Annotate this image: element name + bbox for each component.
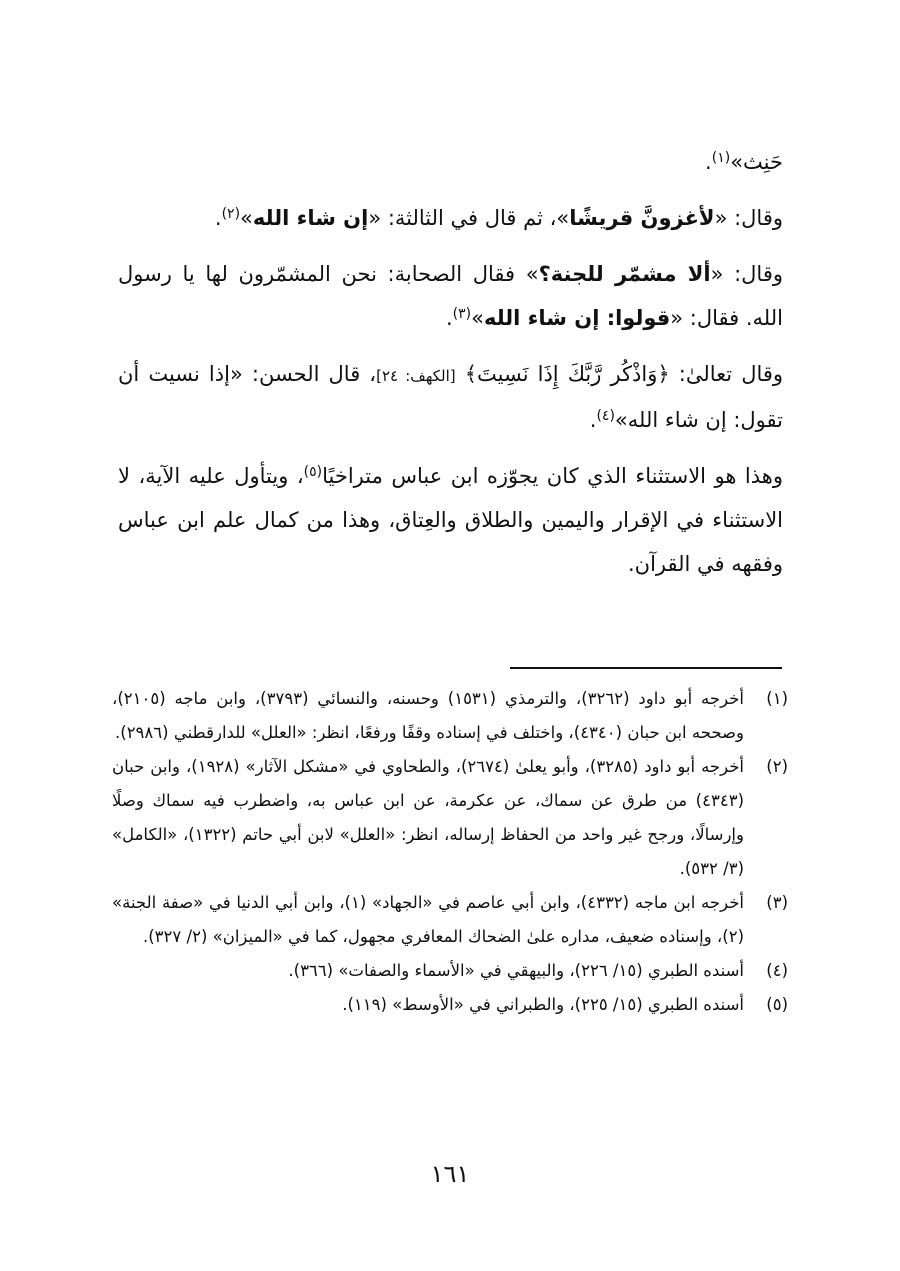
text: . — [589, 408, 597, 432]
footnote-marker-1[interactable]: (١) — [711, 150, 731, 166]
hadith-quote: ألا مشمّر للجنة؟ — [538, 262, 711, 286]
text: ﴾ — [455, 362, 478, 386]
paragraph-5 — [118, 454, 783, 586]
text: ، ويتأول عليه الآية، لا الاستثناء في الإقرار واليمين والطلاق والعِتاق، وهذا من كمال علم ابن عباس وفقهه في القرآن. — [118, 464, 783, 576]
text: وقال تعالىٰ: ﴿ — [657, 362, 784, 386]
footnote-text: أخرجه ابن ماجه (٤٣٣٢)، وابن أبي عاصم في «الجهاد» (١)، وابن أبي الدنيا في «صفة الجنة» (٢)، وإسناده ضعيف، مداره علىٰ الضحاك المعافري مجهول، كما في «الميزان» (٢/ ٣٢٧). — [112, 893, 744, 946]
footnote-2 — [112, 750, 788, 886]
footnote-number: (٢) — [766, 757, 788, 776]
text: » — [471, 306, 484, 330]
text: حَنِث» — [730, 150, 783, 174]
text: وهذا هو الاستثناء الذي كان يجوّزه ابن عباس متراخيًا — [322, 464, 783, 488]
footnote-text: أسنده الطبري (١٥/ ٢٢٥)، والطبراني في «الأوسط» (١١٩). — [342, 995, 744, 1014]
footnote-1 — [112, 682, 788, 750]
text: ، قال الحسن: «إذا نسيت أن تقول: إن شاء الله» — [118, 362, 783, 432]
main-text — [118, 140, 783, 598]
text: . — [445, 306, 453, 330]
text: وقال: « — [714, 206, 783, 230]
footnote-marker-4[interactable]: (٤) — [596, 408, 615, 424]
footnote-text: أسنده الطبري (١٥/ ٢٢٦)، والبيهقي في «الأسماء والصفات» (٣٦٦). — [288, 961, 744, 980]
paragraph-1 — [118, 140, 783, 184]
footnote-number: (٣) — [766, 893, 788, 912]
hadith-quote: إن شاء الله — [252, 206, 369, 230]
footnote-divider — [510, 667, 782, 669]
quran-verse: وَاذْكُر رَّبَّكَ إِذَا نَسِيتَ — [477, 362, 658, 386]
text: . — [705, 150, 712, 174]
hadith-quote: لأغزونَّ قريشًا — [569, 206, 715, 230]
text: »، ثم قال في الثالثة: « — [368, 206, 570, 230]
footnote-text: أخرجه أبو داود (٣٢٦٢)، والترمذي (١٥٣١) وحسنه، والنسائي (٣٧٩٣)، وابن ماجه (٢١٠٥)، وصححه ابن حبان (٤٣٤٠)، واختلف في إسناده وقفًا ورفعًا، انظر: «العلل» للدارقطني (٢٩٨٦). — [112, 689, 744, 742]
footnote-3 — [112, 886, 788, 954]
text: » — [240, 206, 253, 230]
footnote-marker-2[interactable]: (٢) — [221, 206, 241, 222]
footnote-number: (٤) — [766, 961, 788, 980]
paragraph-4 — [118, 352, 783, 442]
page-number: ١٦١ — [430, 1160, 470, 1188]
footnotes — [112, 682, 788, 1022]
verse-reference: [الكهف: ٢٤] — [376, 367, 456, 385]
footnote-4 — [112, 954, 788, 988]
footnote-number: (٥) — [766, 995, 788, 1014]
hadith-quote: قولوا: إن شاء الله — [483, 306, 671, 330]
text: . — [214, 206, 222, 230]
paragraph-3 — [118, 252, 783, 340]
text: » فقال الصحابة: نحن المشمّرون لها يا رسول الله. فقال: « — [118, 262, 783, 330]
text: وقال: « — [710, 262, 783, 286]
footnote-5 — [112, 988, 788, 1022]
footnote-marker-3[interactable]: (٣) — [452, 306, 472, 322]
footnote-text: أخرجه أبو داود (٣٢٨٥)، وأبو يعلىٰ (٢٦٧٤)، والطحاوي في «مشكل الآثار» (١٩٢٨)، وابن حبان (٤٣٤٣) من طرق عن سماك، عن عكرمة، عن ابن عباس به، واضطرب فيه سماك وصلًا وإرسالًا، ورجح غير واحد من الحفاظ إرساله، انظر: «العلل» لابن أبي حاتم (١٣٢٢)، «الكامل» (٣/ ٥٣٢). — [112, 757, 744, 878]
footnote-marker-5[interactable]: (٥) — [303, 464, 323, 480]
paragraph-2 — [118, 196, 783, 240]
footnote-number: (١) — [766, 689, 788, 708]
